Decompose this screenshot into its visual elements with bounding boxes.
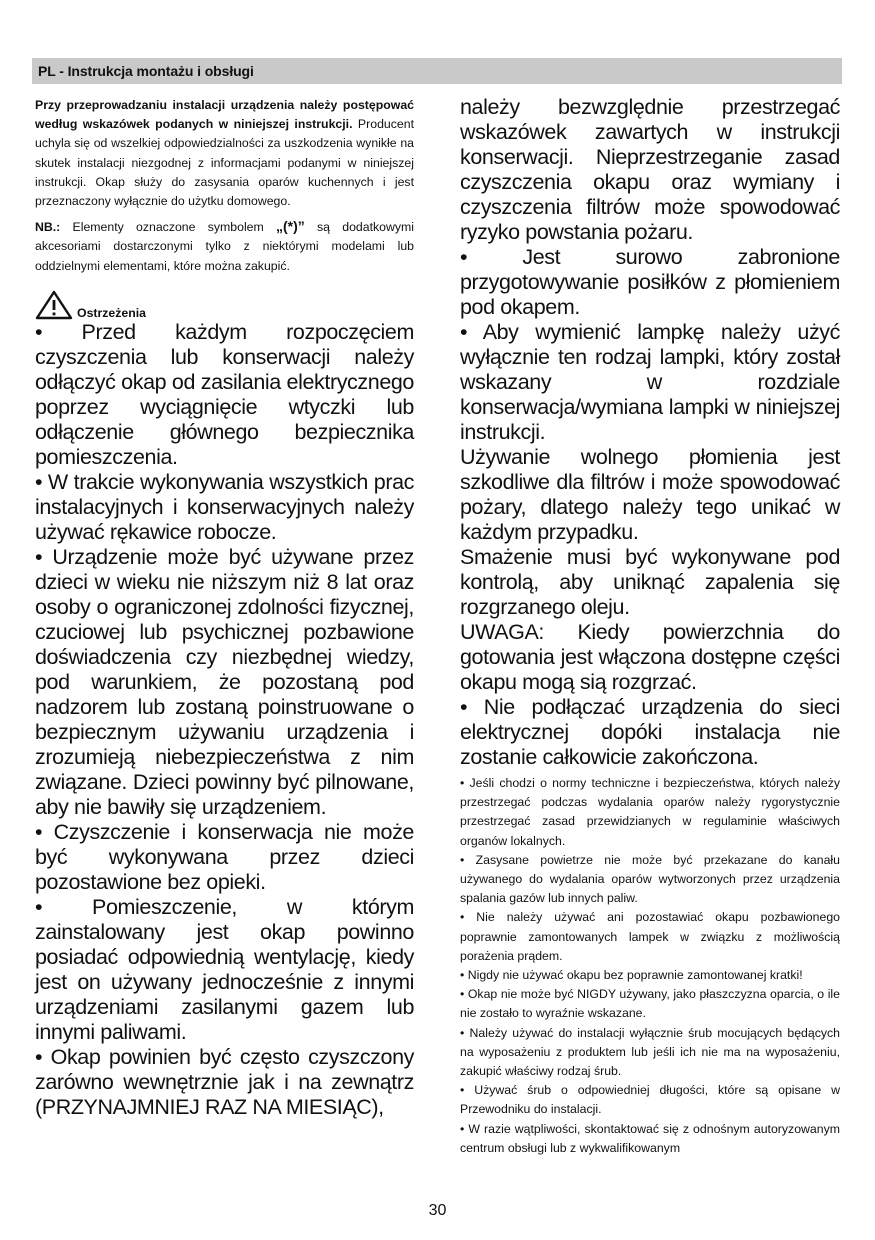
warning-paragraph-2: • W trakcie wykonywania wszystkich prac instalacyjnych i konserwacyjnych należy używać rękawice robocze. <box>35 469 414 544</box>
left-column <box>35 96 414 1120</box>
right-small-paragraph-8: • W razie wątpliwości, skontaktować się z odnośnym autoryzowanym centrum obsługi lub z wykwalifikowanym <box>460 1121 840 1155</box>
right-small-paragraph-5: • Okap nie może być NIGDY używany, jako płaszczyzna oparcia, o ile nie zostało to wyraźnie wskazane. <box>460 987 840 1021</box>
section-title: PL - Instrukcja montażu i obsługi <box>38 63 254 79</box>
nb-text-rest: są dodatkowymi akcesoriami dostarczonymi tylko z niektórymi modelami lub oddzielnymi elementami, które można zakupić. <box>35 220 415 273</box>
right-big-paragraph-1: należy bezwzględnie przestrzegać wskazówek zawartych w instrukcji konserwacji. Nieprzestrzeganie zasad czyszczenia okapu oraz wymiany i czyszczenia filtrów może spowodować ryzyko powstania pożaru. <box>460 95 840 244</box>
warning-paragraph-3: • Urządzenie może być używane przez dzieci w wieku nie niższym niż 8 lat oraz osoby o ograniczonej zdolności fizycznej, czuciowej lub psychicznej pozbawione doświadczenia czy niezbędnej wiedzy, pod warunkiem, że pozostaną pod nadzorem lub zostaną poinstruowane o bezpiecznym używaniu urządzenia i zrozumieją niebezpieczeństwa z nim związane. Dzieci powinny być pilnowane, aby nie bawiły się urządzeniem. <box>35 544 414 819</box>
right-big-paragraph-7: • Nie podłączać urządzenia do sieci elektrycznej dopóki instalacja nie zostanie całkowicie zakończona. <box>460 695 840 769</box>
right-big-paragraph-6: UWAGA: Kiedy powierzchnia do gotowania jest włączona dostępne części okapu mogą sią rozgrzać. <box>460 620 840 694</box>
warning-paragraph-1: • Przed każdym rozpoczęciem czyszczenia lub konserwacji należy odłączyć okap od zasilania elektrycznego poprzez wyciągnięcie wtyczki lub odłączenie głównego bezpiecznika pomieszczenia. <box>35 319 414 469</box>
right-small-paragraph-2: • Zasysane powietrze nie może być przekazane do kanału używanego do wydalania oparów wytworzonych przez urządzenia spalania gazów lub innych paliw. <box>460 852 840 906</box>
intro-text: Producent uchyla się od wszelkiej odpowiedzialności za uszkodzenia wynikłe na skutek instalacji niezgodnej z informacjami podanymi w niniejszej instrukcji. Okap służy do zasysania oparów kuchennych i jest przeznaczony wyłącznie do użytku domowego. <box>35 117 414 209</box>
right-small-paragraph-4: • Nigdy nie używać okapu bez poprawnie zamontowanej kratki! <box>460 968 803 983</box>
right-big-paragraph-2: • Jest surowo zabronione przygotowywanie posiłków z płomieniem pod okapem. <box>460 245 840 319</box>
warning-paragraph-5: • Pomieszczenie, w którym zainstalowany jest okap powinno posiadać odpowiednią wentylację, kiedy jest on używany jednocześnie z innymi urządzeniami zasilanymi gazem lub innymi paliwami. <box>35 894 414 1044</box>
right-small-paragraph-1: • Jeśli chodzi o normy techniczne i bezpieczeństwa, których należy przestrzegać podczas wydalania oparów należy rygorystycznie przestrzegać zasad przewidzianych w regulaminie właściwych organów lokalnych. <box>460 776 840 848</box>
warning-triangle-icon <box>35 290 73 320</box>
intro-paragraph <box>35 96 414 211</box>
warning-paragraph-4: • Czyszczenie i konserwacja nie może być wykonywana przez dzieci pozostawione bez opieki. <box>35 819 414 894</box>
warning-paragraph-6: • Okap powinien być często czyszczony zarówno wewnętrznie jak i na zewnątrz (PRZYNAJMNIEJ RAZ NA MIESIĄC), <box>35 1044 414 1119</box>
right-column <box>460 95 840 1158</box>
right-big-paragraph-3: • Aby wymienić lampkę należy użyć wyłącznie ten rodzaj lampki, który został wskazany w rozdziale konserwacja/wymiana lampki w niniejszej instrukcji. <box>460 320 840 444</box>
section-header <box>32 58 842 84</box>
right-small-paragraph-3: • Nie należy używać ani pozostawiać okapu pozbawionego poprawnie zamontowanych lampek w związku z możliwością porażenia prądem. <box>460 910 840 963</box>
right-small-paragraph-6: • Należy używać do instalacji wyłącznie śrub mocujących będących na wyposażeniu z produktem lub jeśli ich nie ma na wyposażeniu, zakupić właściwy rodzaj śrub. <box>460 1025 840 1079</box>
warning-label: Ostrzeżenia <box>77 305 147 320</box>
nb-note <box>35 217 414 276</box>
nb-label: NB.: <box>35 220 61 235</box>
right-big-paragraph-4: Używanie wolnego płomienia jest szkodliwe dla filtrów i może spowodować pożary, dlatego należy tego unikać w każdym przypadku. <box>460 445 840 544</box>
warning-heading <box>35 290 414 320</box>
right-big-paragraph-5: Smażenie musi być wykonywane pod kontrolą, aby uniknąć zapalenia się rozgrzanego oleju. <box>460 545 840 619</box>
page-number: 30 <box>428 1202 447 1219</box>
nb-symbol: „(*)” <box>276 218 305 235</box>
right-small-paragraph-7: • Używać śrub o odpowiedniej długości, które są opisane w Przewodniku do instalacji. <box>460 1083 840 1117</box>
nb-text: Elementy oznaczone symbolem <box>60 220 276 235</box>
intro-bold-text: Przy przeprowadzaniu instalacji urządzenia należy postępować według wskazówek podanych w niniejszej instrukcji. <box>35 98 414 132</box>
